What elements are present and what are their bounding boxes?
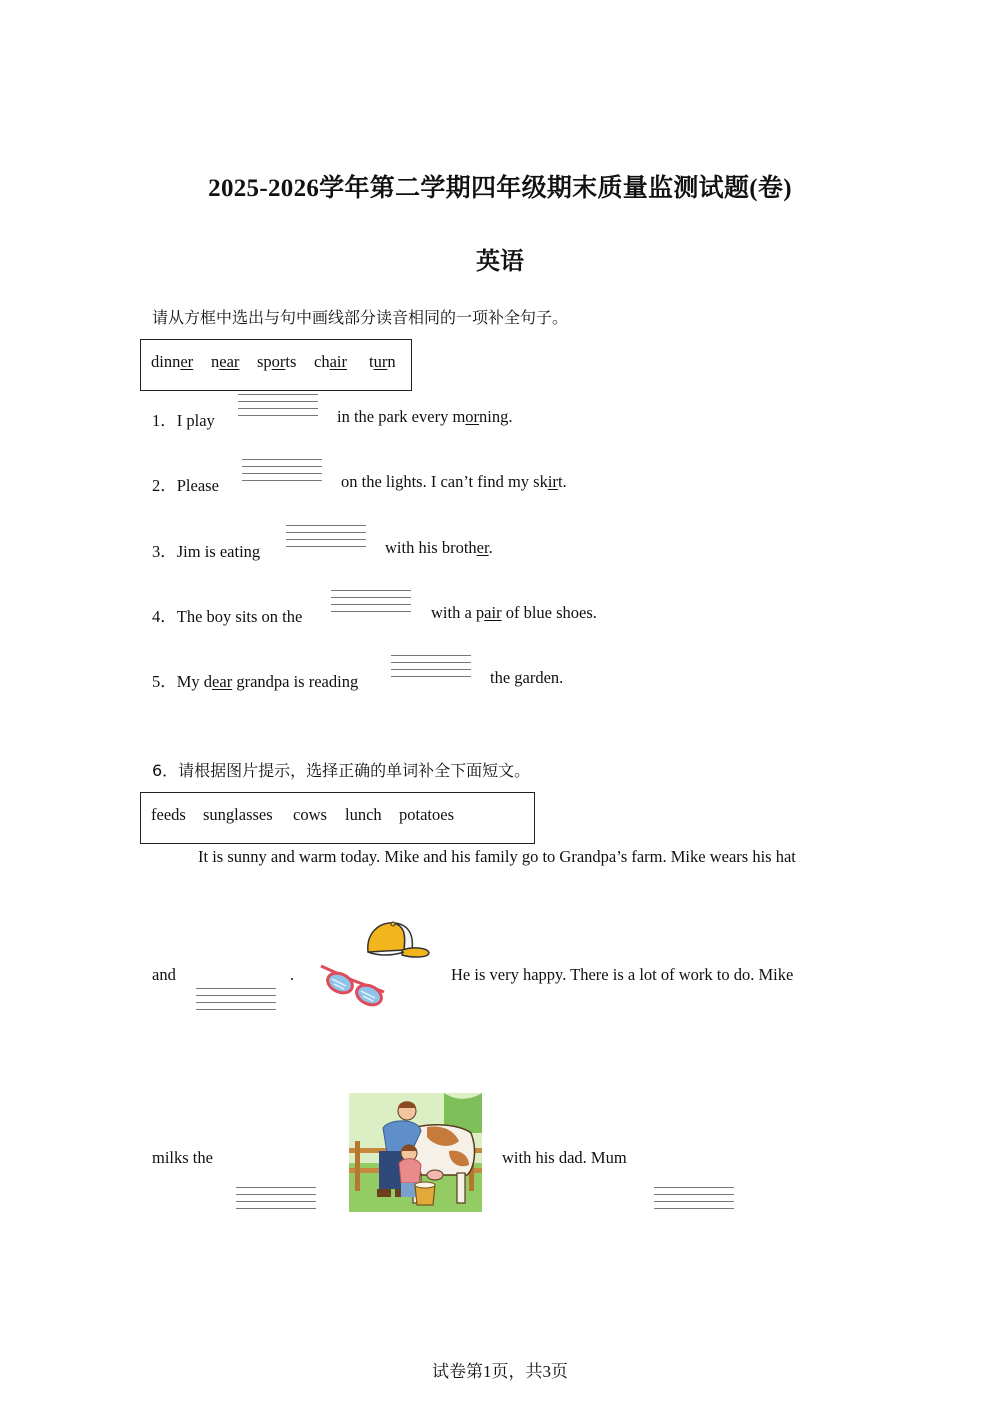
word-box-item: chair [314,352,347,371]
word-box-item: feeds [151,805,186,824]
question-5: 5．My dear grandpa is reading [152,672,359,691]
cap-icon [362,920,432,962]
word-box-item: potatoes [399,805,454,824]
page-footer: 试卷第1页，共3页 [432,1362,568,1381]
word-box-item: lunch [345,805,382,824]
question-5-tail: the garden. [490,668,564,687]
word-box-item: turn [369,352,396,371]
word-box-item: sunglasses [203,805,273,824]
question-4: 4．The boy sits on the [152,607,303,626]
word-box-item: dinner [151,352,194,371]
answer-blank-4[interactable] [331,584,411,614]
answer-blank-3[interactable] [286,519,366,549]
question-1-tail: in the park every morning. [337,407,513,426]
question-2-tail: on the lights. I can’t find my skirt. [341,472,567,491]
question-4-tail: with a pair of blue shoes. [431,603,597,622]
word-box-item: sports [257,352,297,371]
question-1: 1．I play [152,411,215,430]
section2-instruction: 6．请根据图片提示，选择正确的单词补全下面短文。 [152,761,531,780]
page-title: 2025-2026学年第二学期四年级期末质量监测试题(卷) [208,175,792,202]
sunglasses-icon [318,962,390,1010]
question-3: 3．Jim is eating [152,542,261,561]
answer-blank-8[interactable] [654,1181,734,1211]
passage-period: . [290,965,295,984]
word-box-item: near [211,352,240,371]
answer-blank-1[interactable] [238,388,318,418]
passage-and: and [152,965,176,984]
word-box-1 [140,339,412,391]
milking-cow-illustration [349,1093,482,1212]
word-box-2 [140,792,535,844]
answer-blank-2[interactable] [242,453,322,483]
passage-milks: milks the [152,1148,213,1167]
question-2: 2．Please [152,476,219,495]
word-box-item: cows [293,805,327,824]
passage-line-1: It is sunny and warm today. Mike and his family go to Grandpa’s farm. Mike wears his hat [198,847,796,866]
subject-heading: 英语 [476,247,524,275]
section1-instruction: 请从方框中选出与句中画线部分读音相同的一项补全句子。 [152,308,569,327]
question-3-tail: with his brother. [385,538,493,557]
answer-blank-7[interactable] [236,1181,316,1211]
passage-line-2-rest: He is very happy. There is a lot of work to do. Mike [451,965,794,984]
answer-blank-5[interactable] [391,649,471,679]
answer-blank-6[interactable] [196,982,276,1012]
passage-with-dad: with his dad. Mum [502,1148,627,1167]
